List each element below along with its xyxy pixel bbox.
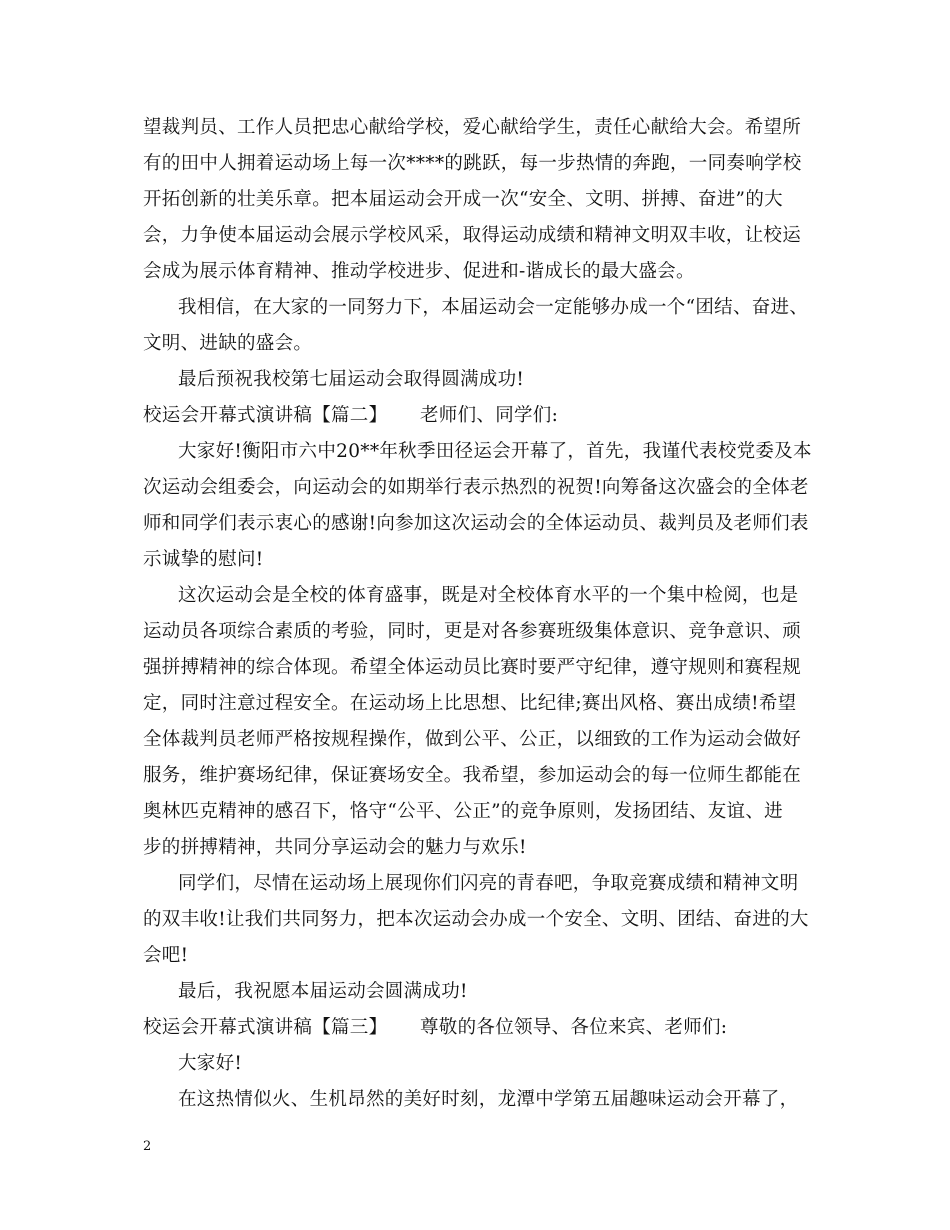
section-heading-2: 校运会开幕式演讲稿【篇二】: [143, 405, 388, 426]
text-line: 奥林匹克精神的感召下，恪守“公平、公正”的竞争原则，发扬团结、友谊、进: [143, 801, 783, 822]
text-line: 会吧!: [143, 945, 189, 966]
text-line: 会成为展示体育精神、推动学校进步、促进和-谐成长的最大盛会。: [143, 261, 695, 282]
text-line: 在这热情似火、生机昂然的美好时刻，龙潭中学第五届趣味运动会开幕了，: [178, 1089, 799, 1110]
text-line: 定，同时注意过程安全。在运动场上比思想、比纪律;赛出风格、赛出成绩!希望: [143, 693, 797, 714]
text-line: 最后，我祝愿本届运动会圆满成功!: [178, 981, 468, 1002]
text-line: 师和同学们表示衷心的感谢!向参加这次运动会的全体运动员、裁判员及老师们表: [143, 513, 809, 534]
page-number: 2: [143, 1139, 152, 1154]
section-heading-3: 校运会开幕式演讲稿【篇三】: [143, 1017, 388, 1038]
text-line: 开拓创新的壮美乐章。把本届运动会开成一次“安全、文明、拼搏、奋进”的大: [143, 189, 783, 210]
text-line: 全体裁判员老师严格按规程操作，做到公平、公正，以细致的工作为运动会做好: [143, 729, 802, 750]
section-heading-3-greeting: 尊敬的各位领导、各位来宾、老师们:: [420, 1017, 728, 1038]
text-line: 大家好!: [178, 1053, 243, 1074]
text-line: 最后预祝我校第七届运动会取得圆满成功!: [178, 369, 525, 390]
text-line: 会，力争使本届运动会展示学校风采，取得运动成绩和精神文明双丰收，让校运: [143, 225, 802, 246]
text-line: 同学们，尽情在运动场上展现你们闪亮的青春吧，争取竞赛成绩和精神文明: [178, 873, 799, 894]
section-heading-2-greeting: 老师们、同学们:: [420, 405, 559, 426]
text-line: 我相信，在大家的一同努力下，本届运动会一定能够办成一个“团结、奋进、: [178, 297, 809, 318]
text-line: 服务，维护赛场纪律，保证赛场安全。我希望，参加运动会的每一位师生都能在: [143, 765, 802, 786]
text-line: 的双丰收!让我们共同努力，把本次运动会办成一个安全、文明、团结、奋进的大: [143, 909, 809, 930]
text-line: 这次运动会是全校的体育盛事，既是对全校体育水平的一个集中检阅，也是: [178, 585, 799, 606]
text-line: 大家好!衡阳市六中20**年秋季田径运会开幕了，首先，我谨代表校党委及本: [178, 441, 812, 462]
text-line: 望裁判员、工作人员把忠心献给学校，爱心献给学生，责任心献给大会。希望所: [143, 117, 802, 138]
text-line: 示诚挚的慰问!: [143, 549, 264, 570]
text-line: 有的田中人拥着运动场上每一次****的跳跃，每一步热情的奔跑，一同奏响学校: [143, 153, 802, 174]
text-line: 强拼搏精神的综合体现。希望全体运动员比赛时要严守纪律，遵守规则和赛程规: [143, 657, 802, 678]
text-line: 文明、进缺的盛会。: [143, 333, 313, 354]
text-line: 运动员各项综合素质的考验，同时，更是对各参赛班级集体意识、竞争意识、顽: [143, 621, 802, 642]
text-line: 步的拼搏精神，共同分享运动会的魅力与欢乐!: [143, 837, 527, 858]
text-line: 次运动会组委会，向运动会的如期举行表示热烈的祝贺!向筹备这次盛会的全体老: [143, 477, 809, 498]
